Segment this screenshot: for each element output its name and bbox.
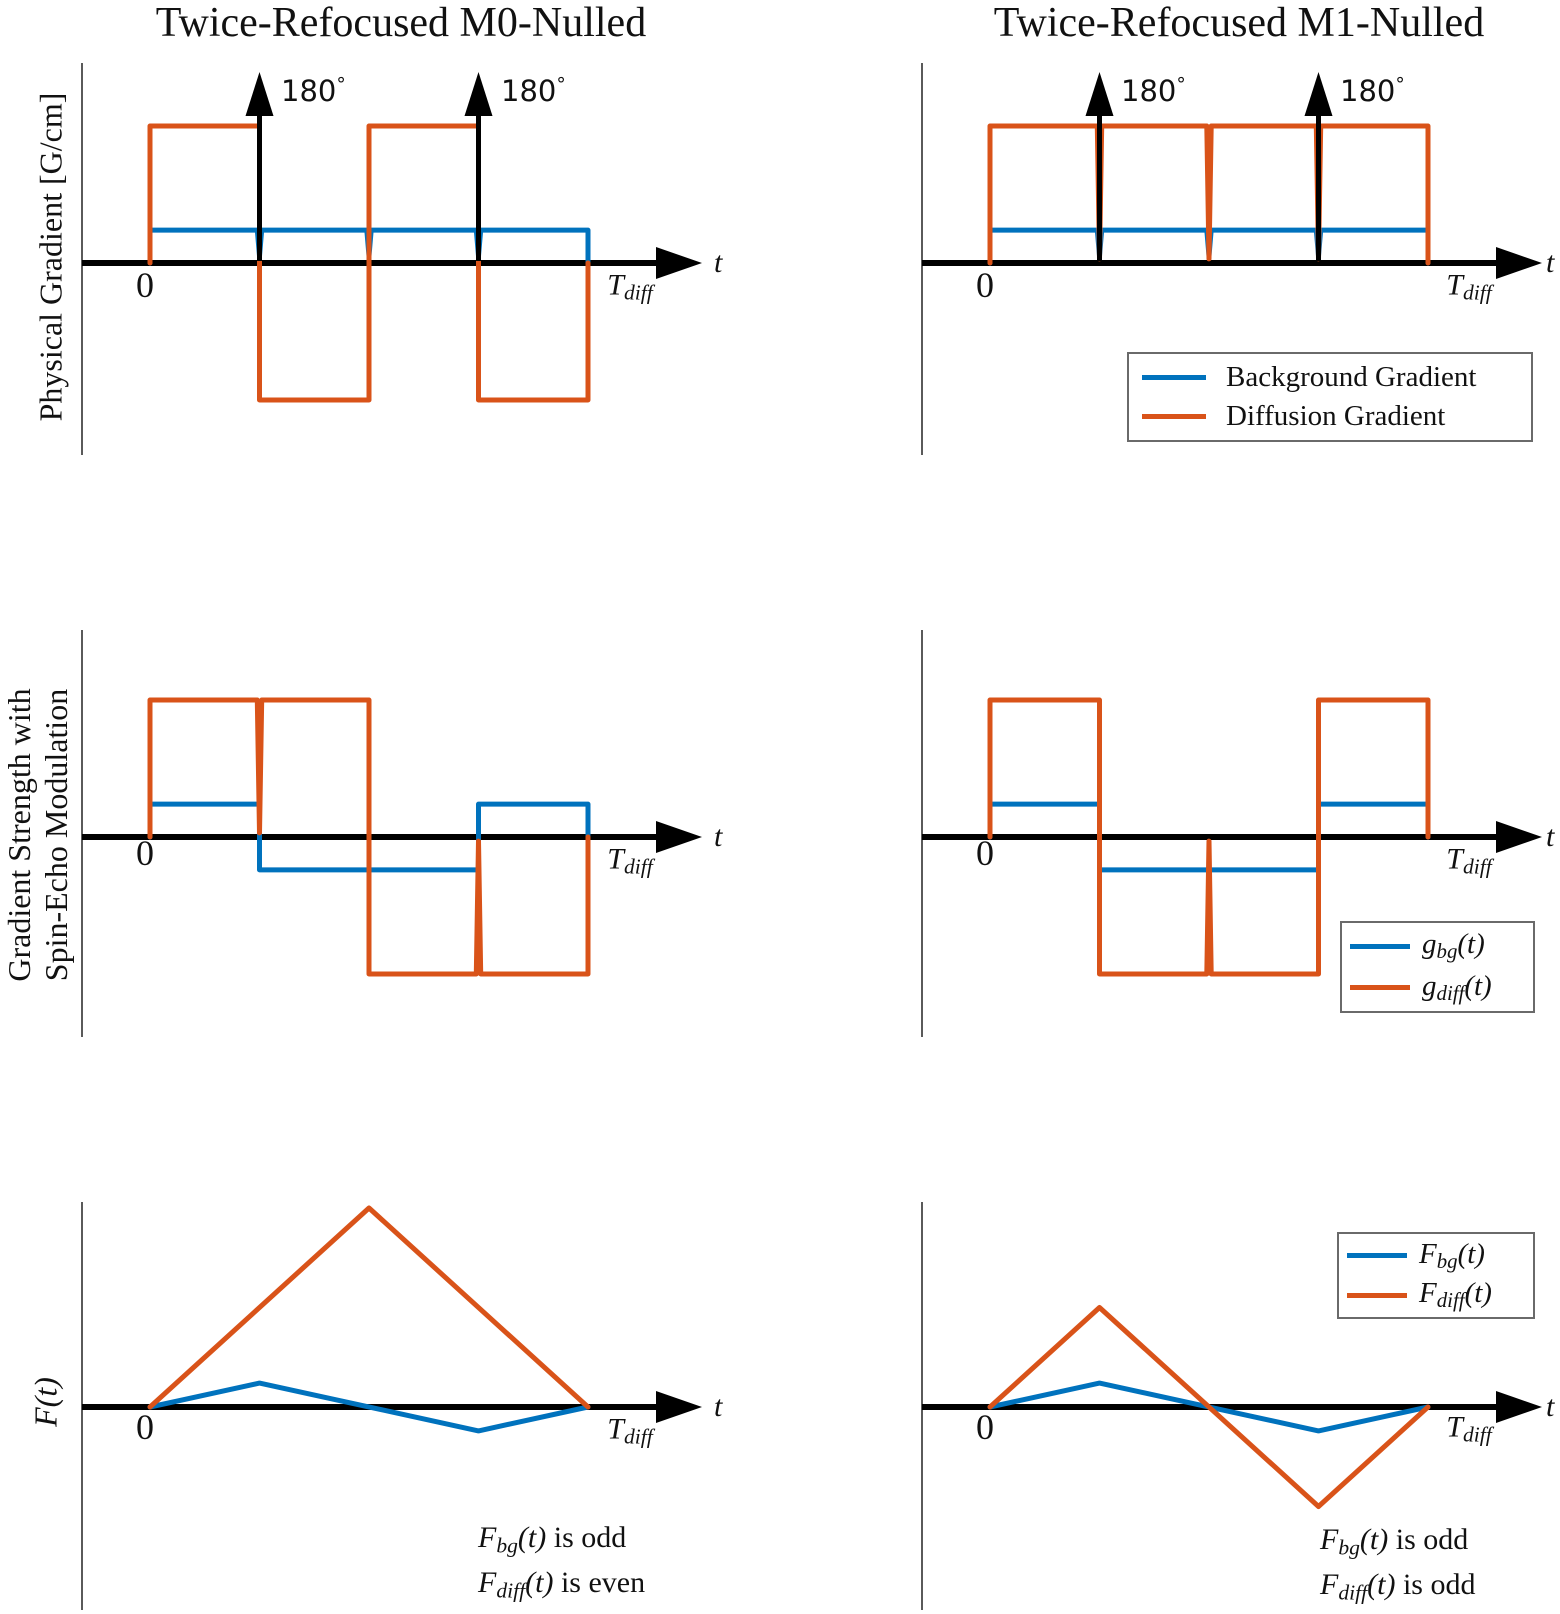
legend-label: $F_{bg}(t)$ [1419, 1237, 1485, 1273]
legend-F [1337, 1232, 1535, 1319]
annotation-line: $F_{bg}(t)$ is odd [1320, 1523, 1469, 1560]
legend-label: $g_{diff}(t)$ [1422, 969, 1492, 1005]
rf-180-label: 180° [1121, 74, 1186, 108]
legend-item-gbg [1342, 928, 1533, 964]
ylabel-F: F(t) [27, 1377, 64, 1427]
legend-physical-gradient [1127, 352, 1533, 442]
title-m1-nulled: Twice-Refocused M1-Nulled [993, 0, 1485, 46]
parity-annotation-m0 [478, 1519, 645, 1610]
ylabel-gradient-strength-line2: Spin-Echo Modulation [38, 688, 74, 982]
legend-modulated-gradient [1340, 921, 1535, 1013]
gdiff-line-swatch [1350, 985, 1410, 990]
annotation-line: $F_{diff}(t)$ is even [478, 1566, 646, 1603]
gbg-line-swatch [1350, 944, 1410, 949]
origin-label: 0 [976, 833, 994, 873]
Fdiff-line-swatch [1347, 1293, 1407, 1298]
t-axis-label: t [1546, 1390, 1555, 1423]
tdiff-label: $T_{diff}$ [607, 1412, 653, 1449]
t-axis-label: t [714, 820, 723, 853]
origin-label: 0 [136, 1407, 154, 1447]
legend-label: $F_{diff}(t)$ [1419, 1277, 1492, 1313]
annotation-line: $F_{diff}(t)$ is odd [1320, 1568, 1476, 1605]
tdiff-label: $T_{diff}$ [1446, 268, 1492, 305]
tdiff-label: $T_{diff}$ [1446, 1410, 1492, 1447]
legend-label: Diffusion Gradient [1226, 400, 1446, 433]
annotation-line: $F_{bg}(t)$ is odd [478, 1521, 627, 1558]
diffusion-gradient-line-swatch [1142, 414, 1206, 419]
rf-180-label: 180° [281, 74, 346, 108]
legend-item-Fdiff [1339, 1277, 1533, 1313]
t-axis-label: t [1546, 246, 1555, 279]
t-axis-label: t [1546, 820, 1555, 853]
tdiff-label: $T_{diff}$ [607, 842, 653, 879]
legend-label: Background Gradient [1226, 360, 1477, 393]
legend-item-Fbg [1339, 1238, 1533, 1274]
parity-annotation-m1 [1320, 1521, 1475, 1612]
background-gradient-line-swatch [1142, 375, 1206, 380]
legend-item-gdiff [1342, 970, 1533, 1006]
tdiff-label: $T_{diff}$ [607, 268, 653, 305]
legend-item-diffusion-gradient [1129, 400, 1531, 433]
tdiff-label: $T_{diff}$ [1446, 842, 1492, 879]
ylabel-gradient-strength-line1: Gradient Strength with [1, 688, 37, 982]
origin-label: 0 [976, 1407, 994, 1447]
ylabel-gradient-strength [1, 688, 75, 981]
legend-item-background-gradient [1129, 361, 1531, 394]
rf-180-label: 180° [501, 74, 566, 108]
rf-180-label: 180° [1340, 74, 1405, 108]
Fbg-line-swatch [1347, 1253, 1407, 1258]
origin-label: 0 [976, 265, 994, 305]
t-axis-label: t [714, 246, 723, 279]
title-m0-nulled: Twice-Refocused M0-Nulled [155, 0, 647, 46]
legend-label: $g_{bg}(t)$ [1422, 928, 1485, 964]
origin-label: 0 [136, 265, 154, 305]
t-axis-label: t [714, 1390, 723, 1423]
ylabel-physical-gradient: Physical Gradient [G/cm] [32, 92, 69, 422]
origin-label: 0 [136, 833, 154, 873]
